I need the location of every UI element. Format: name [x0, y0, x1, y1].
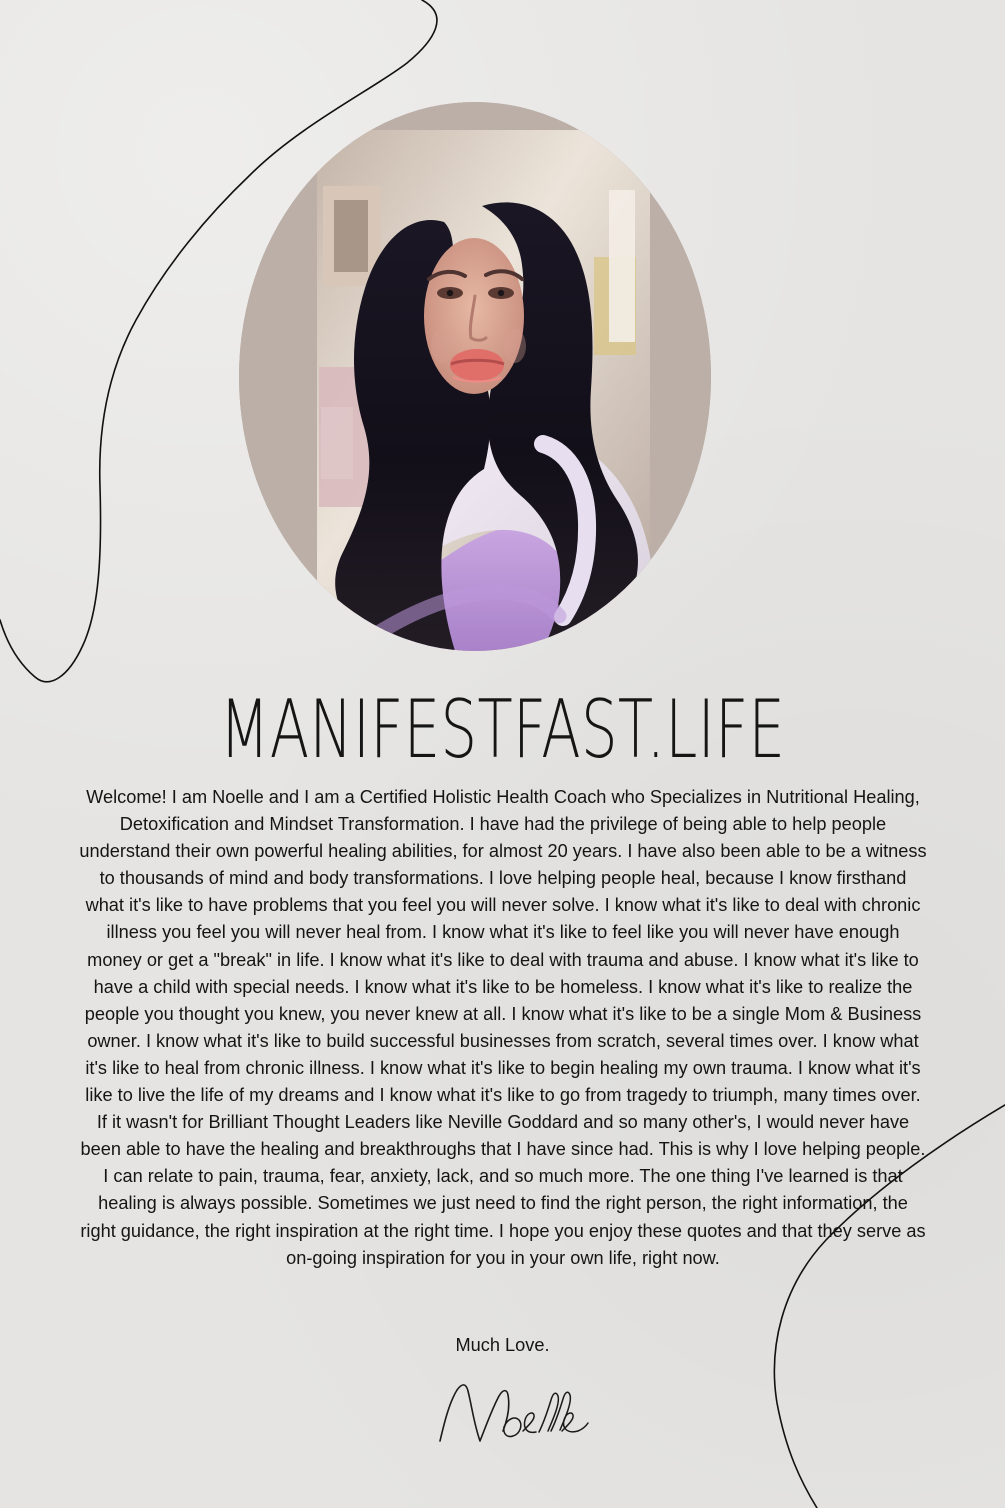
bio-paragraph: Welcome! I am Noelle and I am a Certified Holistic Health Coach who Specializes in Nutritional Healing, Detoxification and Mindset Transformation. I have had the privilege of being able to help people understand their own powerful healing abilities, for almost 20 years. I have also been able to be a witness to thousands of mind and body transformations. I love helping people heal, because I know firsthand what it's like to have problems that you feel you will never solve. I know what it's like to deal with chronic illness you feel you will never heal from. I know what it's like to feel like you will never have enough money or get a "break" in life. I know what it's like to deal with trauma and abuse. I know what it's like to have a child with special needs. I know what it's like to be homeless. I know what it's like to realize the people you thought you knew, you never knew at all. I know what it's like to be a single Mom & Business owner. I know what it's like to build successful businesses from scratch, several times over. I know what it's like to heal from chronic illness. I know what it's like to begin healing my own trauma. I know what it's like to live the life of my dreams and I know what it's like to go from tragedy to triumph, many times over. If it wasn't for Brilliant Thought Leaders like Neville Goddard and so many other's, I would never have been able to have the healing and breakthroughs that I have since had. This is why I love helping people. I can relate to pain, trauma, fear, anxiety, lack, and so much more. The one thing I've learned is that healing is always possible. Sometimes we just need to find the right person, the right information, the right guidance, the right inspiration at the right time. I hope you enjoy these quotes and that they serve as on-going inspiration for you in your own life, right now. — [79, 787, 927, 1268]
portrait-photo — [239, 102, 711, 651]
closing-line: Much Love. — [455, 1335, 550, 1355]
signature-mark — [430, 1378, 590, 1456]
site-title: MANIFESTFAST.LIFE — [219, 683, 786, 776]
